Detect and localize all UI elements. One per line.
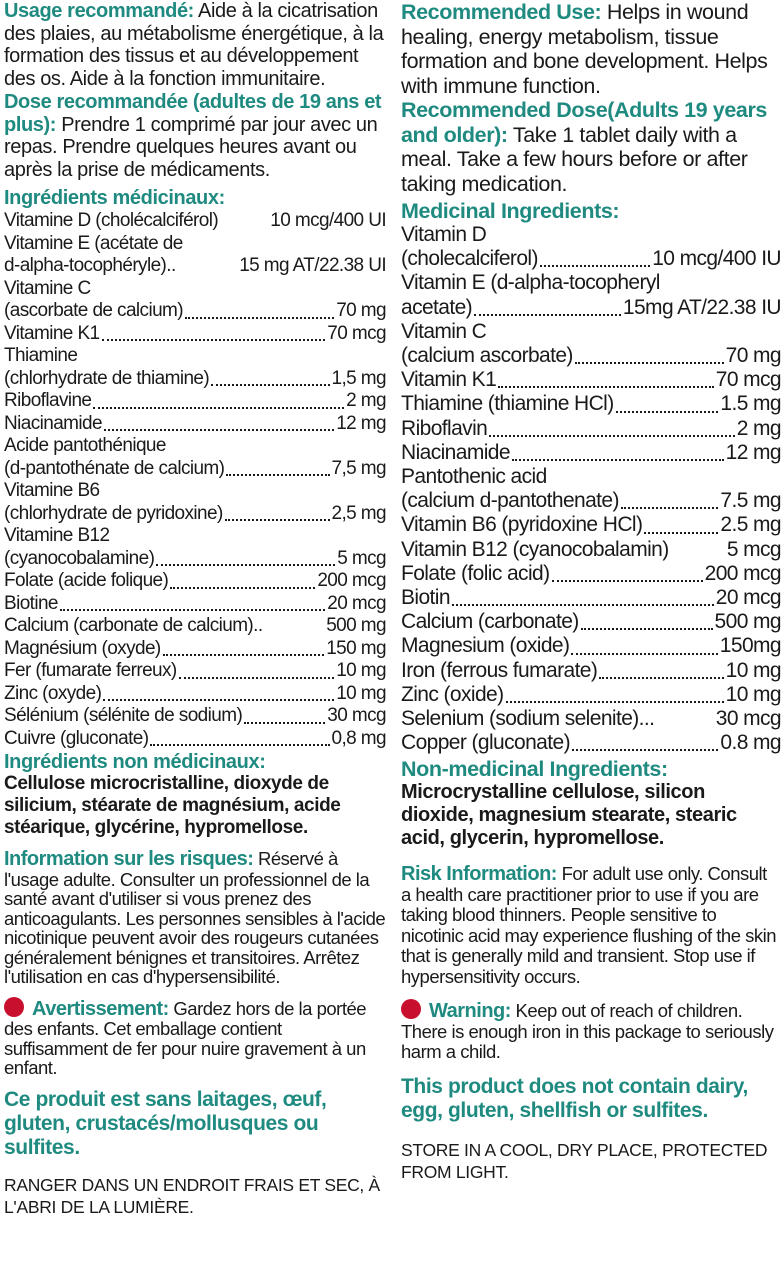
fr-nonmedicinal-text: Cellulose microcristalline, dioxyde de silicium, stéarate de magnésium, acide stéarique, glycérine, hypromellose. <box>4 773 341 838</box>
ingredient-line: Vitamin C <box>401 319 487 343</box>
ingredient-row: Copper (gluconate) 0.8 mg <box>401 731 781 755</box>
ingredient-row: Vitamine K1 70 mcg <box>4 322 386 344</box>
ingredient-line: Thiamine <box>4 345 78 366</box>
fr-usage-section <box>4 0 386 90</box>
ingredient-row: Magnésium (oxyde) 150 mg <box>4 637 386 659</box>
fr-usage-text: Aide à la cicatrisation des plaies, au métabolisme énergétique, à la formation des tissus et au développement des os. Aide à la fonction immunitaire. <box>4 0 384 90</box>
ingredient-row: Selenium (sodium selenite)... 30 mcg <box>401 707 781 731</box>
fr-nonmedicinal-heading: Ingrédients non médicinaux: <box>4 751 266 773</box>
ingredient-row: (ascorbate de calcium) 70 mg <box>4 300 386 321</box>
fr-risk-heading: Information sur les risques: <box>4 848 254 870</box>
en-medicinal-heading: Medicinal Ingredients: <box>401 199 620 223</box>
fr-allergen-statement: Ce produit est sans laitages, œuf, gluten, crustacés/mollusques ou sulfites. <box>4 1087 327 1159</box>
ingredient-line: Pantothenic acid <box>401 465 547 489</box>
ingredient-line: Vitamine C <box>4 277 91 299</box>
ingredient-row: Cuivre (gluconate) 0,8 mg <box>4 727 386 749</box>
en-nonmedicinal-heading: Non-medicinal Ingredients: <box>401 757 668 782</box>
fr-medicinal-heading: Ingrédients médicinaux: <box>4 187 225 209</box>
en-risk-text: For adult use only. Consult a health care practitioner prior to use if you are taking blood thinners. People sensitive to nicotinic acid may experience flushing of the skin that is generally mild and transient. Stop use if hypersensitivity occurs. <box>401 863 777 987</box>
ingredient-row: d-alpha-tocophéryle).. 15 mg AT/22.38 UI <box>4 255 386 276</box>
fr-ingredient-list <box>4 210 386 750</box>
ingredient-row: Fer (fumarate ferreux) 10 mg <box>4 660 386 681</box>
en-warning-text: Keep out of reach of children. There is enough iron in this package to seriously harm a child. <box>401 1000 774 1063</box>
ingredient-row: (calcium ascorbate) 70 mg <box>401 344 781 368</box>
ingredient-row: (cholecalciferol) 10 mcg/400 IU <box>401 247 781 271</box>
fr-dose-heading: Dose recommandée (adultes de 19 ans et plus): <box>4 91 382 136</box>
en-usage-section <box>401 0 781 98</box>
fr-usage-heading: Usage recommandé: <box>4 0 194 22</box>
ingredient-row: Biotine 20 mcg <box>4 592 386 614</box>
en-ingredient-list <box>401 223 781 755</box>
en-nonmedicinal-text: Microcrystalline cellulose, silicon dioxide, magnesium stearate, stearic acid, glycerin, hypromellose. <box>401 781 737 850</box>
ingredient-line: Vitamine B12 <box>4 525 110 546</box>
ingredient-line: Vitamin D <box>401 223 487 246</box>
ingredient-line: Vitamin E (d-alpha-tocopheryl <box>401 271 660 295</box>
ingredient-row: Folate (folic acid) 200 mcg <box>401 561 781 585</box>
ingredient-row: Niacinamide 12 mg <box>4 412 386 434</box>
ingredient-row: Calcium (carbonate) 500 mg <box>401 610 781 634</box>
ingredient-row: Calcium (carbonate de calcium).. 500 mg <box>4 615 386 636</box>
stop-octagon-icon <box>401 999 421 1019</box>
ingredient-line: Vitamine B6 <box>4 480 100 501</box>
en-usage-heading: Recommended Use: <box>401 0 602 24</box>
ingredient-row: Vitamin B12 (cyanocobalamin) 5 mcg <box>401 537 781 561</box>
ingredient-row: (d-pantothénate de calcium) 7,5 mg <box>4 457 386 479</box>
fr-warning-text: Gardez hors de la portée des enfants. Cet emballage contient suffisamment de fer pour nuire gravement à un enfant. <box>4 997 367 1078</box>
ingredient-row: (calcium d-pantothenate) 7.5 mg <box>401 489 781 513</box>
stop-octagon-icon <box>4 997 24 1017</box>
ingredient-row: Vitamine D (cholécalciférol) 10 mcg/400 UI <box>4 210 386 231</box>
en-storage-text: STORE IN A COOL, DRY PLACE, PROTECTED FROM LIGHT. <box>401 1139 768 1182</box>
fr-dose-text: Prendre 1 comprimé par jour avec un repas. Prendre quelques heures avant ou après la prise de médicaments. <box>4 113 378 181</box>
ingredient-row: Zinc (oxide) 10 mg <box>401 682 781 706</box>
fr-warning-section <box>4 997 386 1078</box>
fr-risk-section <box>4 849 386 987</box>
ingredient-row: Niacinamide 12 mg <box>401 440 781 464</box>
ingredient-row: acetate) 15mg AT/22.38 IU <box>401 295 781 319</box>
ingredient-row: Magnesium (oxide) 150mg <box>401 634 781 658</box>
ingredient-row: Zinc (oxyde) 10 mg <box>4 682 386 704</box>
en-usage-text: Helps in wound healing, energy metabolism, tissue formation and bone development. Helps with immune function. <box>401 0 768 98</box>
fr-storage-text: RANGER DANS UN ENDROIT FRAIS ET SEC, À L'ABRI DE LA LUMIÈRE. <box>4 1174 380 1217</box>
ingredient-line: Acide pantothénique <box>4 435 166 456</box>
ingredient-row: Folate (acide folique) 200 mcg <box>4 570 386 591</box>
en-warning-heading: Warning: <box>429 1000 511 1023</box>
en-risk-heading: Risk Information: <box>401 863 557 886</box>
ingredient-row: (chlorhydrate de thiamine) 1,5 mg <box>4 367 386 389</box>
en-allergen-statement: This product does not contain dairy, egg, gluten, shellfish or sulfites. <box>401 1074 748 1122</box>
french-column <box>4 0 386 1218</box>
en-dose-heading: Recommended Dose(Adults 19 years and older): <box>401 98 767 147</box>
ingredient-row: Vitamin B6 (pyridoxine HCl) 2.5 mg <box>401 513 781 537</box>
ingredient-row: Riboflavine 2 mg <box>4 390 386 411</box>
ingredient-row: (chlorhydrate de pyridoxine) 2,5 mg <box>4 502 386 524</box>
ingredient-row: Sélénium (sélénite de sodium) 30 mcg <box>4 705 386 726</box>
ingredient-row: Biotin 20 mcg <box>401 586 781 610</box>
ingredient-line: Vitamine E (acétate de <box>4 232 183 254</box>
ingredient-row: Riboflavin 2 mg <box>401 416 781 440</box>
ingredient-row: Vitamin K1 70 mcg <box>401 368 781 392</box>
en-risk-section <box>401 864 781 987</box>
english-column <box>401 0 781 1183</box>
en-dose-section <box>401 98 781 196</box>
ingredient-row: Iron (ferrous fumarate) 10 mg <box>401 658 781 682</box>
ingredient-row: (cyanocobalamine) 5 mcg <box>4 547 386 569</box>
fr-warning-heading: Avertissement: <box>32 997 169 1020</box>
ingredient-row: Thiamine (thiamine HCl) 1.5 mg <box>401 392 781 416</box>
fr-risk-text: Réservé à l'usage adulte. Consulter un professionnel de la santé avant d'utiliser si vous prenez des anticoagulants. Les personnes sensibles à l'acide nicotinique peuvent avoir des rougeurs cutanées généralement bénignes et transitoires. Arrêtez l'utilisation en cas d'hypersensibilité. <box>4 848 386 987</box>
en-warning-section <box>401 999 781 1063</box>
en-dose-text: Take 1 tablet daily with a meal. Take a few hours before or after taking medication. <box>401 122 748 196</box>
fr-dose-section <box>4 91 386 181</box>
